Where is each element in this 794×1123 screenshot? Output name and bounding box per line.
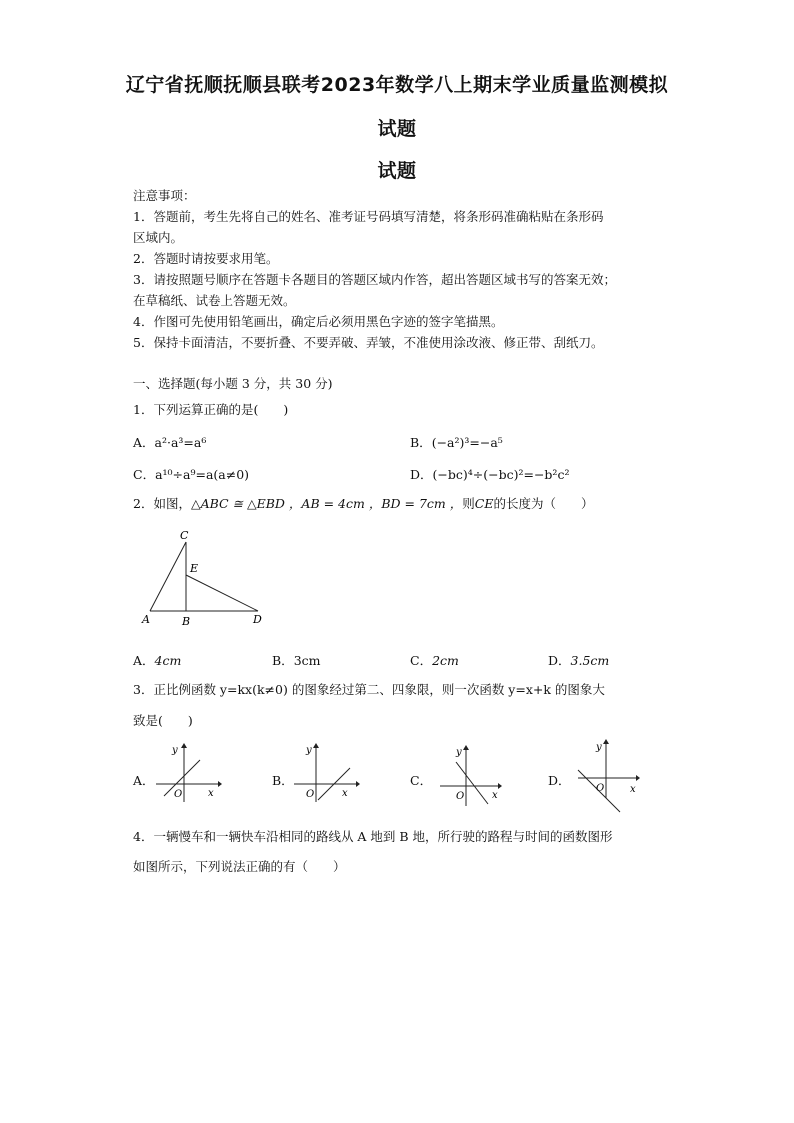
y-axis-arrow-icon (181, 743, 187, 748)
q1-option-c-label: C． (133, 467, 156, 482)
q2-option-d-text: 3.5cm (570, 653, 610, 668)
y-label: y (456, 747, 462, 758)
question-2-stem (133, 496, 593, 512)
origin-label: O (456, 791, 465, 802)
y-label: y (172, 745, 178, 756)
q1-option-c (133, 465, 249, 483)
x-axis-arrow-icon (636, 775, 640, 781)
q1-option-a-label: A． (133, 435, 155, 450)
question-3-stem-line2: 致是( ) (133, 713, 193, 728)
q1-option-d (410, 465, 569, 483)
q2-option-b (272, 651, 321, 669)
notes-item: 在草稿纸、试卷上答题无效。 (133, 293, 296, 308)
q2-stem-prefix: 2．如图， (133, 496, 191, 511)
notes-item: 2．答题时请按要求用笔。 (133, 251, 279, 266)
y-axis-arrow-icon (603, 739, 609, 744)
q3-option-c-label: C． (410, 773, 433, 788)
label-b: B (182, 615, 191, 628)
question-4-stem-line2: 如图所示，下列说法正确的有（ ） (133, 859, 346, 874)
x-label: x (342, 788, 348, 799)
q2-option-d (548, 651, 609, 669)
q1-option-b-label: B． (410, 435, 432, 450)
question-4-stem-line1: 4．一辆慢车和一辆快车沿相同的路线从 A 地到 B 地，所行驶的路程与时间的函数图形 (133, 829, 613, 844)
q2-option-a-text: 4cm (154, 653, 182, 668)
notes-item: 1．答题前，考生先将自己的姓名、准考证号码填写清楚，将条形码准确粘贴在条形码 (133, 209, 604, 224)
notes-heading: 注意事项： (133, 188, 196, 203)
q2-option-a (133, 651, 181, 669)
q1-option-c-text: a¹⁰÷a⁹=a(a≠0) (155, 467, 250, 482)
question-3-stem-line1: 3．正比例函数 y=kx(k≠0) 的图象经过第二、四象限，则一次函数 y=x+k 的图象大 (133, 682, 605, 697)
q1-option-b (410, 433, 503, 451)
origin-label: O (174, 789, 183, 800)
y-axis-arrow-icon (313, 743, 319, 748)
q1-option-d-label: D． (410, 467, 433, 482)
page-title-line3: 试题 (377, 160, 417, 182)
segment-ed (186, 575, 258, 611)
q3-graph-d (574, 738, 648, 814)
q3-graph-a (152, 742, 222, 804)
x-axis-arrow-icon (498, 783, 502, 789)
q2-stem-suffix: 则 (462, 496, 475, 511)
notes-item: 区域内。 (133, 230, 184, 245)
q3-graph-c (436, 742, 506, 808)
label-c: C (180, 529, 189, 542)
y-label: y (596, 742, 602, 753)
q1-option-b-text: (−a²)³=−a⁵ (431, 435, 503, 450)
x-label: x (630, 784, 636, 795)
q3-option-a-label: A． (133, 773, 155, 788)
q3-option-b-label: B． (272, 773, 294, 788)
notes-item: 4．作图可先使用铅笔画出，确定后必须用黑色字迹的签字笔描黑。 (133, 314, 504, 329)
q1-option-d-text: (−bc)⁴÷(−bc)²=−b²c² (432, 467, 570, 482)
x-label: x (208, 788, 214, 799)
y-axis-arrow-icon (463, 745, 469, 750)
origin-label: O (306, 789, 315, 800)
y-label: y (306, 745, 312, 756)
q2-option-b-text: 3cm (293, 653, 321, 668)
q2-stem-math2: CE (474, 496, 494, 511)
q2-option-c-text: 2cm (432, 653, 459, 668)
q2-option-c-label: C． (410, 653, 433, 668)
q3-option-d-label: D． (548, 773, 571, 788)
page-title-line2: 试题 (377, 118, 417, 140)
page-title: 辽宁省抚顺抚顺县联考2023年数学八上期末学业质量监测模拟 (125, 74, 669, 96)
x-axis-arrow-icon (356, 781, 360, 787)
q1-option-a-text: a²·a³=a⁶ (154, 435, 207, 450)
q2-option-d-label: D． (548, 653, 571, 668)
q2-option-c (410, 651, 459, 669)
origin-label: O (596, 783, 605, 794)
x-label: x (492, 790, 498, 801)
segment-ac (150, 542, 186, 611)
q1-option-a (133, 433, 206, 451)
q2-stem-math: △ABC ≅ △EBD ，AB = 4cm ，BD = 7cm ， (190, 496, 463, 511)
label-e: E (190, 562, 199, 575)
q2-option-b-label: B． (272, 653, 294, 668)
q3-graph-b (290, 742, 360, 804)
section-heading: 一、选择题(每小题 3 分，共 30 分) (133, 376, 333, 391)
q2-option-a-label: A． (133, 653, 155, 668)
question-1-stem: 1．下列运算正确的是( ) (133, 402, 289, 417)
q2-stem-end: 的长度为（ ） (493, 496, 594, 511)
notes-item: 3．请按照题号顺序在答题卡各题目的答题区域内作答，超出答题区域书写的答案无效； (133, 272, 616, 287)
label-d: D (253, 613, 262, 626)
triangle-figure (130, 528, 280, 633)
notes-item: 5．保持卡面清洁，不要折叠、不要弄破、弄皱，不准使用涂改液、修正带、刮纸刀。 (133, 335, 604, 350)
x-axis-arrow-icon (218, 781, 222, 787)
label-a: A (142, 613, 150, 626)
